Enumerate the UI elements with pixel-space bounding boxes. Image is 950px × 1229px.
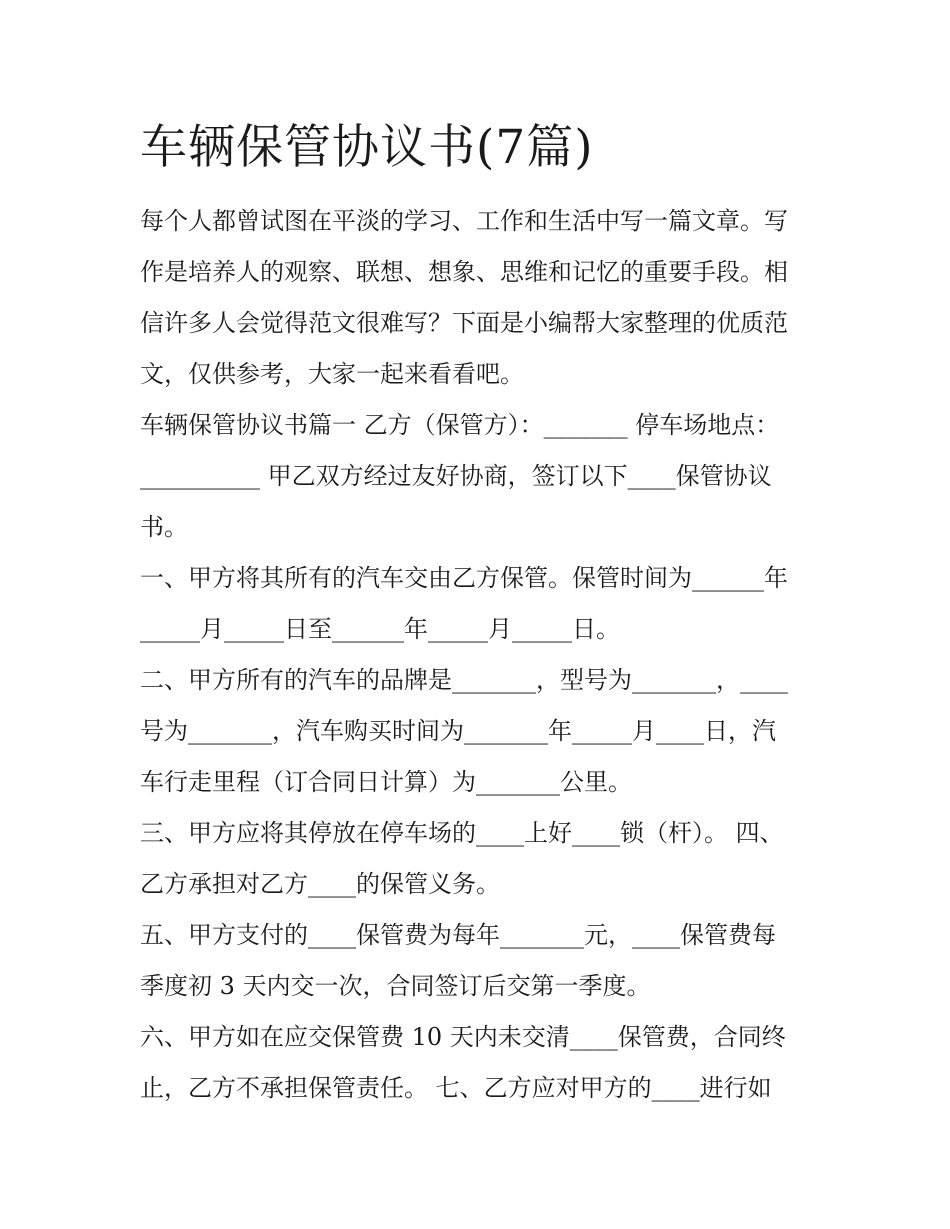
body-line: 三、甲方应将其停放在停车场的____上好____锁（杆）。 四、 <box>140 819 784 847</box>
body-line: 六、甲方如在应交保管费 10 天内未交清____保管费，合同终 <box>140 1023 786 1051</box>
body-line: 季度初 3 天内交一次，合同签订后交第一季度。 <box>140 972 651 1000</box>
body-line: 一、甲方将其所有的汽车交由乙方保管。保管时间为______年 <box>140 564 788 592</box>
body-line: 每个人都曾试图在平淡的学习、工作和生活中写一篇文章。写 <box>140 207 788 235</box>
body-line: _____月_____日至______年_____月_____日。 <box>140 615 620 643</box>
body-line: 止，乙方不承担保管责任。 七、乙方应对甲方的____进行如 <box>140 1074 772 1102</box>
document-title: 车辆保管协议书(7篇) <box>140 120 594 175</box>
body-line: 书。 <box>140 513 188 541</box>
body-line: 车行走里程（订合同日计算）为_______公里。 <box>140 768 632 796</box>
body-line: __________ 甲乙双方经过友好协商，签订以下____保管协议 <box>140 462 772 490</box>
body-line: 号为_______，汽车购买时间为_______年_____月____日，汽 <box>140 717 776 745</box>
body-line: 信许多人会觉得范文很难写？下面是小编帮大家整理的优质范 <box>140 309 788 337</box>
body-line: 五、甲方支付的____保管费为每年_______元，____保管费每 <box>140 921 776 949</box>
document-body <box>140 196 812 1114</box>
body-line: 乙方承担对乙方____的保管义务。 <box>140 870 500 898</box>
body-line: 二、甲方所有的汽车的品牌是_______，型号为_______，____ <box>140 666 788 694</box>
body-line: 车辆保管协议书篇一 乙方（保管方）：_______ 停车场地点： <box>140 411 780 439</box>
body-line: 文，仅供参考，大家一起来看看吧。 <box>140 360 524 388</box>
body-line: 作是培养人的观察、联想、想象、思维和记忆的重要手段。相 <box>140 258 788 286</box>
